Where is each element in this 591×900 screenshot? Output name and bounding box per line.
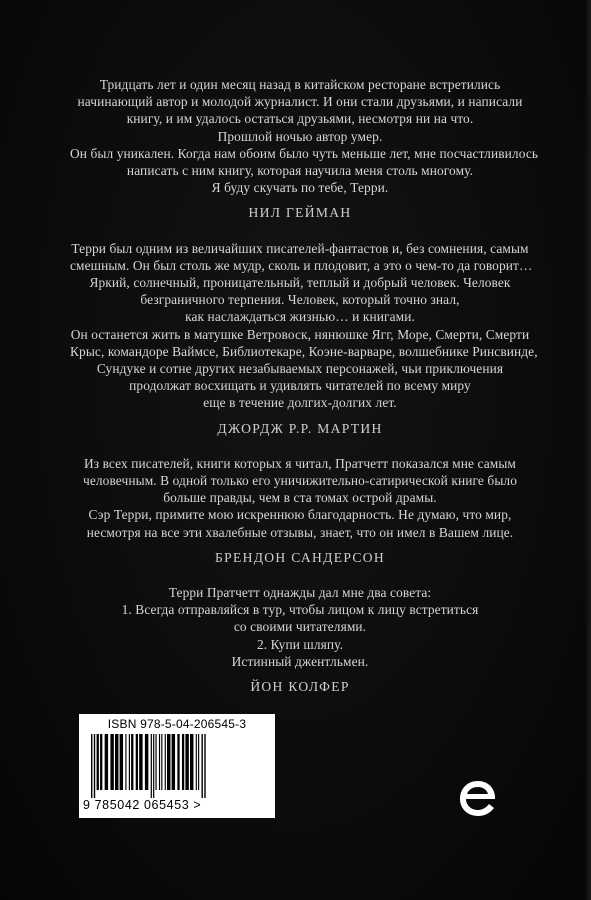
barcode-bar [105, 734, 108, 790]
barcode-bar [196, 734, 197, 790]
quote-line: больше правды, чем в ста томах острой драмы. [163, 490, 437, 506]
barcode-bar [91, 734, 92, 798]
quote-line: продолжат восхищать и удивлять читателей по всему миру [129, 378, 471, 394]
barcode-bar [159, 734, 160, 790]
barcode-bar [185, 734, 188, 790]
barcode-bar [129, 734, 130, 790]
quote-line: еще в течение долгих-долгих лет. [203, 395, 397, 411]
quote-gaiman [70, 76, 539, 222]
quote-line: Истинный джентльмен. [231, 653, 369, 669]
quote-line: смешным. Он был столь же мудр, сколь и плодовит, а это о чем-то да говорит… [70, 257, 533, 273]
barcode-bar [161, 734, 162, 790]
barcode-bar [204, 734, 205, 798]
quote-line: Прошлой ночью автор умер. [217, 128, 383, 144]
quote-line: Я буду скучать по тебе, Терри. [211, 180, 389, 196]
barcode-bar [125, 734, 126, 790]
quote-line: Терри Пратчетт однажды дал мне два совета: [168, 585, 432, 601]
quote-author: БРЕНДОН САНДЕРСОН [215, 549, 385, 565]
publisher-logo-icon [455, 775, 501, 821]
quotes-block [70, 76, 539, 695]
quote-line: Яркий, солнечный, проницательный, теплый и добрый человек. Человек [89, 275, 511, 291]
quote-author: ДЖОРДЖ Р.Р. МАРТИН [217, 420, 383, 436]
barcode-bar [182, 734, 184, 790]
quote-colfer [70, 584, 530, 695]
quote-line: человечным. В одной только его уничижительно-сатирической книге было [82, 473, 517, 489]
quote-line: несмотря на все эти хвалебные отзывы, знает, что он имел в Вашем лице. [86, 524, 514, 540]
quote-line: Тридцать лет и один месяц назад в китайском ресторане встретились [99, 77, 501, 92]
quote-line: Он останется жить в матушке Ветровоск, нянюшке Ягг, Море, Смерти, Смерти [70, 326, 530, 342]
barcode-bar [151, 734, 152, 798]
quote-line: Терри был одним из величайших писателей-фантастов и, без сомнения, самым [71, 240, 529, 256]
quote-line: 2. Купи шляпу. [256, 636, 344, 652]
quote-line: написать с ним книгу, которая научила меня столь многому. [126, 163, 474, 179]
barcode-bar [172, 734, 175, 790]
cover-edge [585, 0, 591, 900]
isbn-barcode [79, 714, 275, 818]
quote-author: НИЛ ГЕЙМАН [248, 205, 352, 221]
barcode-bar [165, 734, 166, 790]
barcode-bar [120, 734, 123, 790]
barcode-bar [167, 734, 170, 790]
quote-line: начинающий автор и молодой журналист. И они стали друзьями, и написали [77, 94, 523, 110]
quote-sanderson [70, 455, 530, 566]
quote-line: как наслаждаться жизнью… и книгами. [185, 309, 415, 325]
barcode-bar [131, 734, 133, 790]
isbn-label: ISBN 978-5-04-206545-3 [107, 717, 247, 731]
barcode-bar [110, 734, 113, 790]
barcode-bar [177, 734, 179, 790]
quote-line: Из всех писателей, книги которых я читал, Пратчетт показался мне самым [83, 455, 516, 471]
barcode-bar [139, 734, 142, 790]
barcode-bar [202, 734, 203, 798]
quote-line: Он был уникален. Когда нам обоим было чуть меньше лет, мне посчастливилось [70, 145, 539, 161]
quote-line: книгу, и им удалось остаться друзьями, несмотря ни на что. [126, 111, 474, 127]
barcode-bar [156, 734, 157, 790]
quote-martin [70, 240, 538, 437]
quote-line: Сэр Терри, примите мою искреннюю благодарность. Не думаю, что мир, [88, 507, 512, 523]
barcode-bar [190, 734, 193, 790]
quote-line: со своими читателями. [233, 619, 367, 635]
quote-author: ЙОН КОЛФЕР [250, 679, 350, 695]
barcode-bars [89, 734, 265, 798]
barcode-bar [115, 734, 118, 790]
quote-line: Сундуке и сотне других незабываемых персонажей, чьи приключения [96, 361, 504, 377]
barcode-bar [97, 734, 99, 790]
barcode-bar [145, 734, 148, 790]
quote-line: 1. Всегда отправляйся в тур, чтобы лицом к лицу встретиться [121, 602, 479, 618]
barcode-digits: 9 785042 065453 > [83, 798, 202, 812]
barcode-bar [153, 734, 154, 798]
barcode-bar [198, 734, 199, 790]
barcode-bar [100, 734, 102, 790]
barcode-bar [94, 734, 95, 798]
quote-line: Крыс, командоре Ваймсе, Библиотекаре, Коэне-варваре, волшебнике Ринсвинде, [70, 343, 538, 359]
barcode-bar [136, 734, 138, 790]
quote-line: безграничного терпения. Человек, который точно знал, [140, 292, 460, 308]
